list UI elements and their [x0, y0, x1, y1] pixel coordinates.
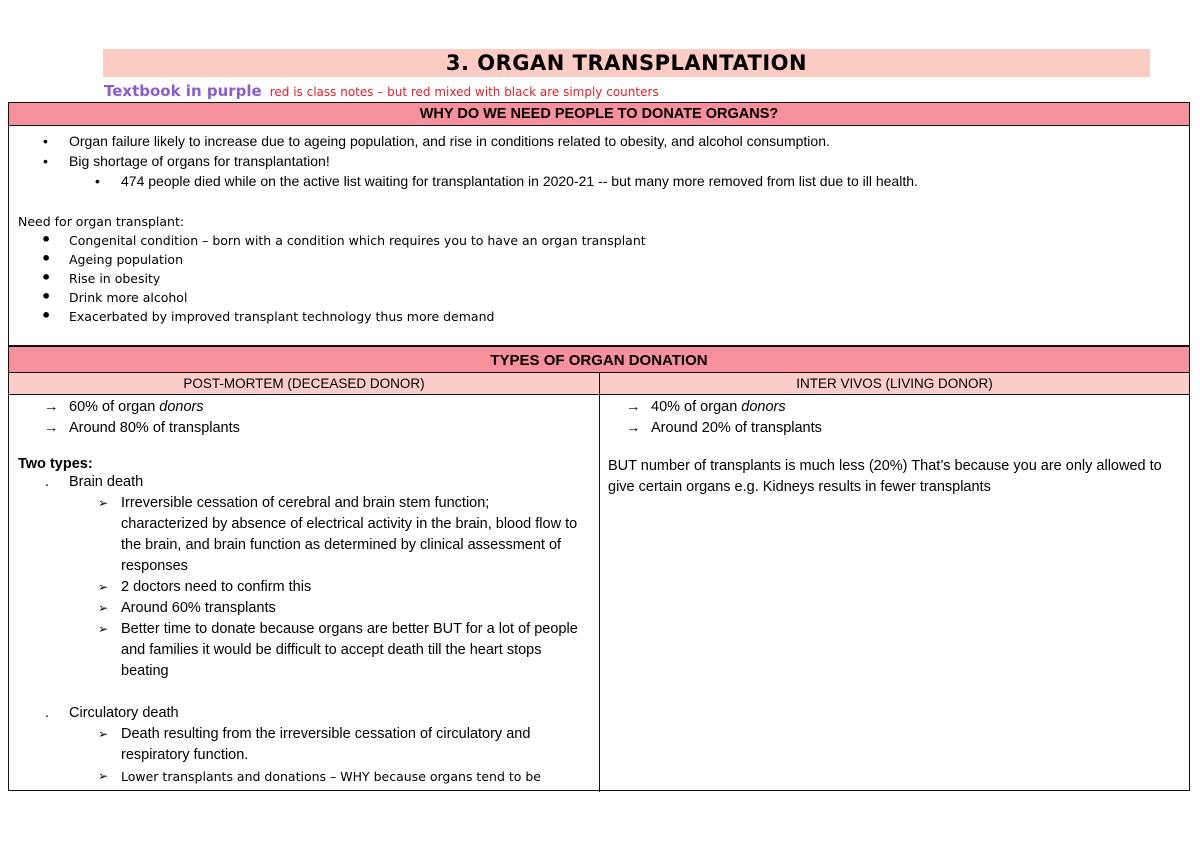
arrow-right-icon: →: [44, 420, 59, 436]
brain-death-point: Better time to donate because organs are better BUT for a lot of people and families it would be difficult to accept death till the heart stops beating: [121, 621, 578, 679]
list-item: [9, 418, 599, 439]
reasons-list: [9, 131, 1189, 191]
why-donate-section: [8, 102, 1190, 346]
living-donor-note: BUT number of transplants is much less (20%) That’s because you are only allowed to give certain organs e.g. Kidneys results in fewer transplants: [608, 458, 1162, 495]
list-item: [9, 493, 599, 577]
brain-death-point: 2 doctors need to confirm this: [121, 579, 312, 595]
inter-vivos-column: [600, 395, 1189, 792]
list-item: • Big shortage of organs for transplantation!: [9, 151, 1189, 171]
brain-death-label: Brain death: [69, 474, 144, 490]
list-item: [9, 703, 599, 724]
types-section: [8, 346, 1190, 791]
circulatory-death-label: Circulatory death: [69, 705, 179, 721]
page-title: 3. ORGAN TRANSPLANTATION: [103, 49, 1150, 77]
dot-icon: .: [45, 705, 50, 721]
arrowhead-bullet-icon: ➢: [98, 769, 109, 783]
legend-textbook: Textbook in purple: [104, 82, 262, 100]
list-item: [9, 472, 599, 493]
post-mortem-column: [9, 395, 600, 792]
circulatory-death-point: Death resulting from the irreversible cessation of circulatory and respiratory function.: [121, 726, 531, 763]
brain-death-point: Around 60% transplants: [121, 600, 276, 616]
list-item: [9, 766, 599, 787]
need-label: Need for organ transplant:: [18, 214, 185, 229]
types-sub-header: [9, 373, 1189, 395]
circulatory-death-point: Lower transplants and donations – WHY because organs tend to be: [121, 769, 542, 784]
arrow-right-icon: →: [626, 399, 641, 415]
inter-vivos-header: INTER VIVOS (LIVING DONOR): [796, 376, 993, 391]
arrowhead-bullet-icon: ➢: [98, 601, 109, 615]
arrowhead-bullet-icon: ➢: [98, 622, 109, 636]
arrowhead-bullet-icon: ➢: [98, 727, 109, 741]
list-item: • Ageing population: [9, 250, 1189, 269]
sub-list-item: • 474 people died while on the active list waiting for transplantation in 2020-21 -- but many more removed from list due to ill health.: [9, 171, 1189, 191]
arrowhead-bullet-icon: ➢: [98, 496, 109, 510]
list-item: • Exacerbated by improved transplant technology thus more demand: [9, 307, 1189, 326]
list-item: [9, 598, 599, 619]
types-columns: [9, 395, 1189, 792]
arrow-right-icon: →: [626, 420, 641, 436]
post-mortem-header: POST-MORTEM (DECEASED DONOR): [9, 373, 600, 394]
brain-death-point: Irreversible cessation of cerebral and brain stem function; characterized by absence of electrical activity in the brain, blood flow to the brain, and brain function as determined by clinical assessment of responses: [121, 495, 578, 574]
transplant-share-text: Around 80% of transplants: [69, 420, 240, 436]
transplant-share-text: Around 20% of transplants: [651, 420, 822, 436]
types-header: TYPES OF ORGAN DONATION: [9, 347, 1189, 373]
color-legend: [104, 82, 659, 102]
legend-class-notes: red is class notes – but red mixed with black are simply counters: [269, 85, 659, 99]
donor-emphasis: donors: [741, 399, 786, 415]
donor-share-text: 60% of organ: [69, 399, 160, 415]
list-item: • Congenital condition – born with a condition which requires you to have an organ transplant: [9, 231, 1189, 250]
need-list: [9, 231, 1189, 326]
list-item: [9, 577, 599, 598]
list-item: • Drink more alcohol: [9, 288, 1189, 307]
list-item: [9, 619, 599, 682]
two-types-label: Two types:: [18, 456, 93, 472]
list-item: • Organ failure likely to increase due to ageing population, and rise in conditions related to obesity, and alcohol consumption.: [9, 131, 1189, 151]
list-item: [600, 397, 1189, 418]
list-item: [9, 724, 599, 766]
donor-share-text: 40% of organ: [651, 399, 742, 415]
arrow-right-icon: →: [44, 399, 59, 415]
list-item: • Rise in obesity: [9, 269, 1189, 288]
why-donate-header: WHY DO WE NEED PEOPLE TO DONATE ORGANS?: [9, 103, 1189, 126]
dot-icon: .: [45, 474, 50, 490]
arrowhead-bullet-icon: ➢: [98, 580, 109, 594]
list-item: [600, 418, 1189, 439]
donor-emphasis: donors: [159, 399, 204, 415]
why-donate-content: [9, 126, 1189, 326]
list-item: [9, 397, 599, 418]
